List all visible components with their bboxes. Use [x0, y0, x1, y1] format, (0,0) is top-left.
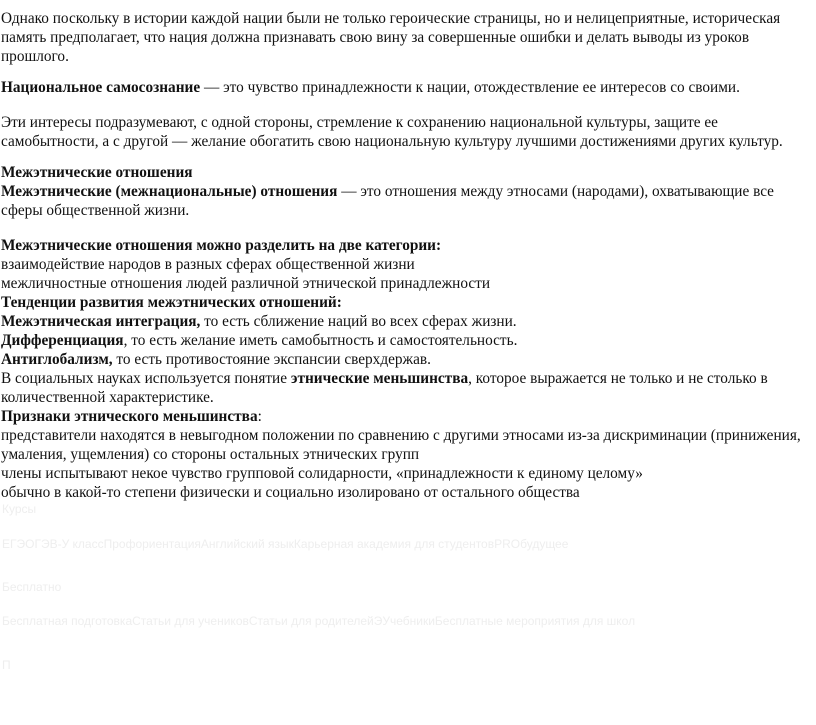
- category-item: межличностные отношения людей различной этнической принадлежности: [1, 275, 491, 292]
- trend-item: [1, 312, 813, 331]
- trend-term: Межэтническая интеграция,: [1, 313, 201, 330]
- category-item: взаимодействие народов в разных сферах общественной жизни: [1, 256, 415, 273]
- trend-text: то есть противостояние экспансии сверхдержав.: [112, 351, 431, 368]
- sign-item: обычно в какой-то степени физически и социально изолировано от остального общества: [1, 484, 580, 501]
- interethnic-paragraph: [1, 182, 813, 220]
- footer-courses-heading[interactable]: Курсы: [2, 502, 37, 516]
- selfawareness-paragraph: [1, 78, 813, 97]
- sign-item: члены испытывают некое чувство групповой солидарности, «принадлежности к единому целому»: [1, 465, 643, 482]
- footer-free-links[interactable]: Бесплатная подготовкаСтатьи для учениковСтатьи для родителейЭУчебникиБесплатные мероприятия для школ: [2, 614, 636, 628]
- footer-free-heading[interactable]: Бесплатно: [2, 580, 62, 594]
- intro-paragraph: Однако поскольку в истории каждой нации были не только героические страницы, но и нелицеприятные, историческая память предполагает, что нация должна признавать свою вину за совершенные ошибки и делать выводы из уроков прошлого.: [1, 10, 781, 65]
- interethnic-definition: — это отношения между этносами (народами), охватывающие все сферы общественной жизни.: [1, 183, 774, 219]
- trend-text: , то есть желание иметь самобытность и самостоятельность.: [123, 332, 518, 349]
- categories-heading-text: Межэтнические отношения можно разделить на две категории:: [1, 237, 442, 254]
- article-body: [1, 9, 813, 502]
- trends-heading: [1, 293, 813, 312]
- selfawareness-term: Национальное самосознание: [1, 79, 201, 96]
- interethnic-heading-text: Межэтнические отношения: [1, 164, 193, 181]
- signs-heading: [1, 407, 813, 426]
- interethnic-term: Межэтнические (межнациональные) отношения: [1, 183, 338, 200]
- interests-paragraph: Эти интересы подразумевают, с одной стороны, стремление к сохранению национальной культуры, защите ее самобытности, а с другой — желание обогатить свою национальную культуру лучшими достижениями других культур.: [1, 114, 783, 150]
- signs-heading-text: Признаки этнического меньшинства: [1, 408, 258, 425]
- trend-term: Дифференциация: [1, 332, 124, 349]
- signs-colon: :: [257, 408, 262, 425]
- trend-text: то есть сближение наций во всех сферах жизни.: [200, 313, 517, 330]
- trend-item: [1, 331, 813, 350]
- trend-item: [1, 350, 813, 369]
- minorities-paragraph: [1, 369, 813, 407]
- interethnic-heading: [1, 163, 813, 182]
- footer-fragment: П: [2, 658, 11, 672]
- footer-courses-links[interactable]: ЕГЭОГЭВ-У классПрофориентацияАнглийский языкКарьерная академия для студентовPROбудущее: [2, 537, 569, 551]
- trend-term: Антиглобализм,: [1, 351, 113, 368]
- minorities-term: этнические меньшинства: [290, 370, 469, 387]
- minorities-after: , которое выражается не только и не столько в количественной характеристике.: [1, 370, 768, 406]
- sign-item: представители находятся в невыгодном положении по сравнению с другими этносами из-за дискриминации (принижения, умаления, ущемления) со стороны остальных этнических групп: [1, 427, 801, 463]
- trends-heading-text: Тенденции развития межэтнических отношений:: [1, 294, 342, 311]
- selfawareness-definition: — это чувство принадлежности к нации, отождествление ее интересов со своими.: [200, 79, 740, 96]
- minorities-before: В социальных науках используется понятие: [1, 370, 291, 387]
- categories-heading: [1, 236, 813, 255]
